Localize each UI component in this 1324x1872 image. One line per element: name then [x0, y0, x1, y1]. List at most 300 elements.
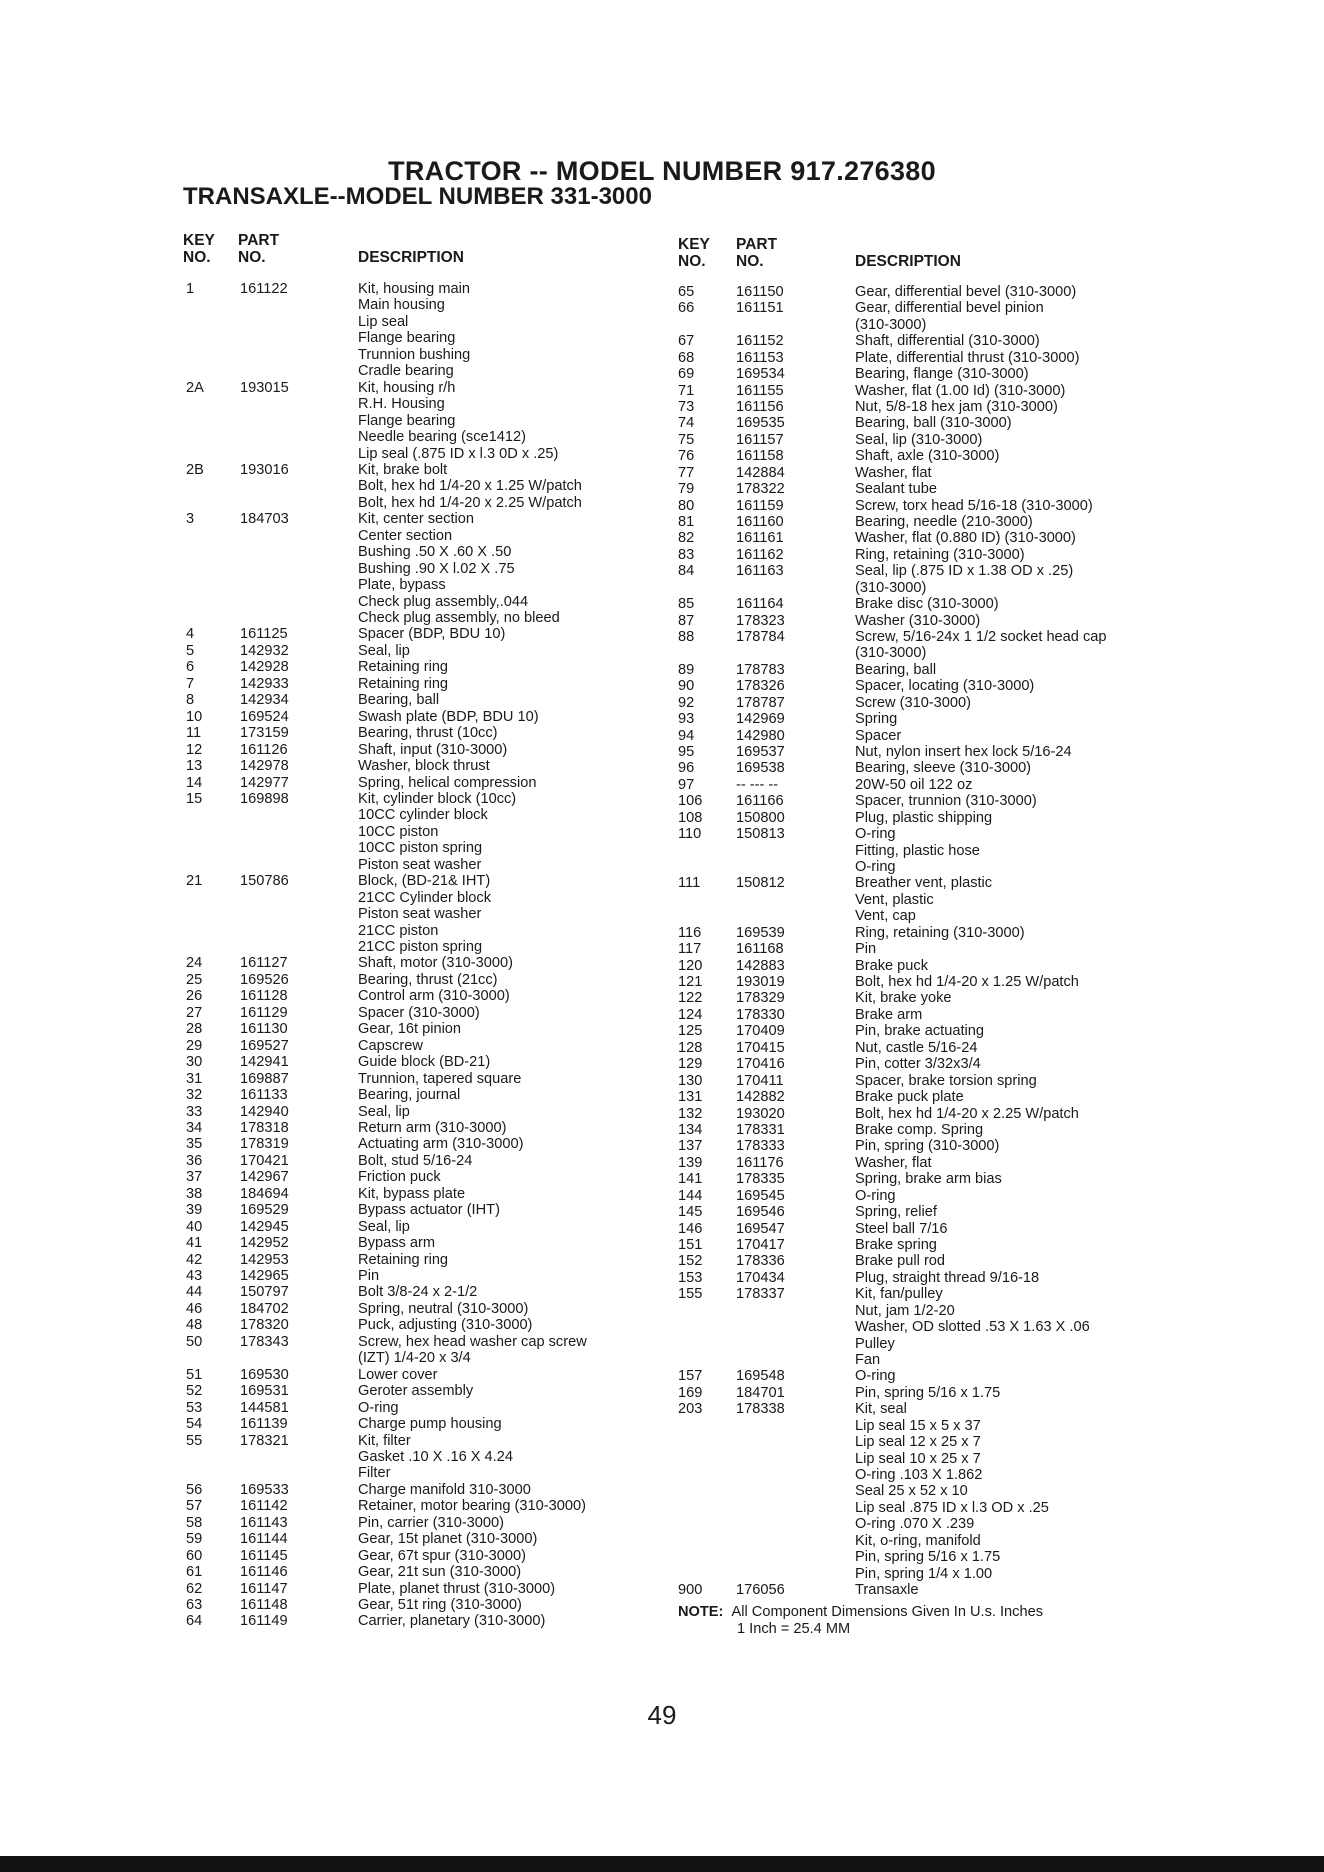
part-number: 161126	[240, 741, 288, 758]
key-number: 50	[186, 1333, 203, 1350]
key-number: 169	[678, 1384, 703, 1401]
part-description: Check plug assembly,.044	[358, 593, 529, 610]
part-number: 161160	[736, 514, 784, 531]
part-description: Pulley	[855, 1335, 895, 1352]
bottom-rule	[0, 1856, 1324, 1872]
part-number: 161145	[240, 1547, 288, 1564]
key-no-header: KEY NO.	[183, 232, 215, 266]
part-description: Bearing, ball	[855, 661, 937, 678]
key-number: 10	[186, 708, 203, 725]
part-row	[0, 560, 1324, 580]
part-description: Kit, brake bolt	[358, 461, 448, 478]
part-description: Seal, lip	[358, 1103, 410, 1120]
part-number: 178784	[736, 629, 785, 646]
part-description: Seal, lip (.875 ID x 1.38 OD x .25)	[855, 563, 1074, 580]
part-row	[0, 1171, 1324, 1187]
part-row	[0, 593, 1324, 613]
key-number: 28	[186, 1021, 203, 1038]
part-description: Friction puck	[358, 1169, 441, 1186]
part-row	[0, 1467, 1324, 1483]
part-row	[0, 1401, 1324, 1417]
part-number: 161139	[240, 1416, 288, 1433]
part-description: Bushing .50 X .60 X .50	[358, 544, 512, 561]
key-number: 69	[678, 366, 695, 383]
part-number: 142953	[240, 1251, 289, 1268]
part-description: O-ring	[855, 1187, 896, 1204]
key-number: 129	[678, 1056, 703, 1073]
note-label: NOTE:	[678, 1604, 724, 1620]
key-number: 108	[678, 809, 703, 826]
part-no-header: PART NO.	[736, 236, 778, 270]
part-description: Plate, bypass	[358, 577, 446, 594]
part-description: Spring, brake arm bias	[855, 1171, 1002, 1188]
key-number: 32	[186, 1087, 203, 1104]
part-description: Bolt, stud 5/16-24	[358, 1152, 473, 1169]
part-number: 161128	[240, 988, 288, 1005]
part-number: 178333	[736, 1138, 785, 1155]
part-number: 150800	[736, 809, 785, 826]
part-number: 170411	[736, 1072, 784, 1089]
part-number: 169531	[240, 1383, 289, 1400]
key-number: 125	[678, 1023, 703, 1040]
part-description: Pin	[358, 1268, 380, 1284]
part-description: Washer, block thrust	[358, 758, 490, 775]
key-number: 96	[678, 760, 695, 777]
key-number: 85	[678, 596, 695, 613]
key-number: 29	[186, 1037, 203, 1054]
key-number: 57	[186, 1498, 203, 1515]
part-row	[0, 514, 1324, 530]
part-description: Check plug assembly, no bleed	[358, 610, 560, 626]
part-description: Spring, neutral (310-3000)	[358, 1300, 529, 1317]
part-row	[0, 412, 1324, 432]
key-number: 37	[186, 1169, 203, 1186]
part-description: Bushing .90 X l.02 X .75	[358, 560, 515, 577]
part-description: Bypass actuator (IHT)	[358, 1202, 500, 1219]
page-number: 49	[647, 1700, 677, 1730]
part-row	[0, 1533, 1324, 1549]
part-description: O-ring .103 X 1.862	[855, 1466, 983, 1483]
part-description: Filter	[358, 1465, 391, 1482]
part-description: Charge manifold 310-3000	[358, 1481, 531, 1498]
part-description: Lip seal 10 x 25 x 7	[855, 1450, 981, 1467]
part-description: Gear, differential bevel pinion	[855, 300, 1044, 317]
part-description: Pin, spring (310-3000)	[855, 1138, 1000, 1155]
part-number: 184702	[240, 1300, 289, 1317]
key-number: 146	[678, 1220, 703, 1237]
part-number: 161166	[736, 793, 784, 810]
key-number: 27	[186, 1004, 203, 1021]
part-description: Breather vent, plastic	[855, 875, 993, 892]
part-description: Spacer, brake torsion spring	[855, 1072, 1037, 1089]
part-row	[0, 1434, 1324, 1450]
part-number: 178335	[736, 1171, 785, 1188]
key-number: 110	[678, 826, 702, 843]
part-description: Gasket .10 X .16 X 4.24	[358, 1448, 513, 1465]
key-number: 130	[678, 1072, 703, 1089]
key-number: 128	[678, 1039, 703, 1056]
part-description: Ring, retaining (310-3000)	[855, 924, 1025, 941]
part-number: 142941	[240, 1054, 289, 1071]
part-number: 161149	[240, 1613, 288, 1630]
part-number: 142932	[240, 642, 289, 659]
part-description: Kit, o-ring, manifold	[855, 1532, 981, 1549]
key-number: 75	[678, 431, 695, 448]
part-row	[0, 1566, 1324, 1582]
part-number: 150813	[736, 826, 785, 843]
part-number: 161157	[736, 431, 784, 448]
part-number: 170434	[736, 1269, 785, 1286]
dimensions-note	[678, 1604, 1043, 1637]
part-description: Brake spring	[855, 1236, 937, 1253]
part-number: 161158	[736, 448, 784, 465]
part-description: Bearing, ball	[358, 692, 440, 709]
part-description: Vent, plastic	[855, 891, 934, 908]
part-description: Nut, 5/8-18 hex jam (310-3000)	[855, 399, 1058, 415]
part-number: -- --- --	[736, 776, 779, 793]
part-number: 178326	[736, 678, 785, 695]
part-row	[0, 875, 1324, 891]
part-description: Nut, castle 5/16-24	[855, 1039, 978, 1056]
part-number: 169533	[240, 1481, 289, 1498]
key-number: 88	[678, 629, 695, 646]
part-description: Bearing, journal	[358, 1087, 461, 1104]
part-description: Washer, OD slotted .53 X 1.63 X .06	[855, 1319, 1090, 1336]
key-number: 48	[186, 1317, 203, 1334]
key-number: 41	[186, 1235, 203, 1252]
part-description: Brake puck plate	[855, 1089, 964, 1106]
key-number: 121	[678, 974, 703, 991]
part-row	[0, 1368, 1324, 1384]
part-description: Brake pull rod	[855, 1253, 946, 1270]
page-title: TRACTOR -- MODEL NUMBER 917.276380	[388, 156, 936, 186]
part-description: 21CC piston spring	[358, 939, 483, 955]
key-number: 44	[186, 1284, 203, 1301]
part-description: Bolt, hex hd 1/4-20 x 2.25 W/patch	[358, 494, 582, 511]
key-number: 58	[186, 1514, 203, 1531]
key-number: 2B	[186, 461, 204, 478]
part-number: 142965	[240, 1268, 289, 1284]
key-number: 77	[678, 464, 695, 481]
part-description: Screw, 5/16-24x 1 1/2 socket head cap	[855, 629, 1107, 646]
part-row	[0, 856, 1324, 876]
key-number: 87	[678, 612, 695, 629]
part-row	[0, 695, 1324, 711]
key-number: 40	[186, 1218, 203, 1235]
part-description: Piston seat washer	[358, 906, 482, 923]
part-description: Flange bearing	[358, 412, 456, 429]
part-description: Piston seat washer	[358, 856, 482, 873]
part-description: Pin	[855, 941, 877, 958]
key-number: 92	[678, 694, 695, 711]
part-description: Flange bearing	[358, 330, 456, 347]
part-number: 170416	[736, 1056, 785, 1073]
part-description: 20W-50 oil 122 oz	[855, 776, 973, 793]
part-description: Bolt, hex hd 1/4-20 x 1.25 W/patch	[855, 974, 1079, 991]
part-number: 169526	[240, 971, 289, 988]
key-number: 42	[186, 1251, 203, 1268]
part-row	[0, 1056, 1324, 1072]
part-description: Plug, plastic shipping	[855, 809, 993, 826]
part-description: Gear, 15t planet (310-3000)	[358, 1531, 538, 1548]
key-number: 74	[678, 415, 695, 432]
part-row	[0, 350, 1324, 366]
part-description: Fan	[855, 1351, 881, 1368]
part-number: 170421	[240, 1152, 289, 1169]
part-row	[0, 629, 1324, 645]
part-description: Gear, 21t sun (310-3000)	[358, 1564, 522, 1581]
part-number: 178319	[240, 1136, 289, 1153]
key-number: 24	[186, 955, 203, 972]
part-description: Kit, housing r/h	[358, 379, 456, 396]
key-number: 6	[186, 659, 195, 676]
part-description: Trunnion bushing	[358, 346, 471, 363]
key-number: 76	[678, 448, 695, 465]
key-number: 111	[678, 875, 701, 892]
part-description: Seal, lip	[358, 642, 410, 659]
part-number: 161122	[240, 281, 288, 297]
part-number: 169530	[240, 1366, 289, 1383]
part-row	[0, 1103, 1324, 1122]
part-description: Plug, straight thread 9/16-18	[855, 1269, 1040, 1286]
part-number: 184703	[240, 511, 289, 528]
part-description: Lip seal .875 ID x l.3 OD x .25	[855, 1499, 1049, 1516]
key-number: 97	[678, 776, 695, 793]
part-number: 142980	[736, 727, 785, 744]
key-number: 30	[186, 1054, 203, 1071]
key-number: 67	[678, 333, 695, 350]
key-number: 33	[186, 1103, 203, 1120]
part-row	[0, 760, 1324, 776]
part-number: 169545	[736, 1187, 785, 1204]
part-row	[0, 1500, 1324, 1516]
part-description: Bearing, flange (310-3000)	[855, 366, 1029, 383]
part-row	[0, 958, 1324, 974]
part-description: Pin, spring 5/16 x 1.75	[855, 1549, 1001, 1566]
key-number: 68	[678, 349, 695, 366]
key-number: 63	[186, 1597, 203, 1613]
part-description: Lower cover	[358, 1366, 438, 1383]
part-number: 161162	[736, 546, 784, 563]
key-number: 36	[186, 1152, 203, 1169]
part-description: Bearing, ball (310-3000)	[855, 415, 1012, 432]
part-number: 142883	[736, 957, 785, 974]
part-row	[0, 774, 1324, 793]
part-number: 161129	[240, 1004, 288, 1021]
key-number: 25	[186, 971, 203, 988]
part-description: Swash plate (BDP, BDU 10)	[358, 708, 539, 725]
part-row	[0, 889, 1324, 908]
key-number: 83	[678, 546, 695, 563]
part-description: Bearing, thrust (10cc)	[358, 725, 498, 742]
part-row	[0, 1483, 1324, 1499]
part-row	[0, 481, 1324, 497]
part-description: Puck, adjusting (310-3000)	[358, 1317, 533, 1334]
key-number: 139	[678, 1154, 703, 1171]
key-number: 152	[678, 1253, 703, 1270]
key-number: 46	[186, 1300, 203, 1317]
part-row	[0, 741, 1324, 761]
part-description: Plate, planet thrust (310-3000)	[358, 1580, 556, 1597]
part-description: Gear, 51t ring (310-3000)	[358, 1597, 522, 1613]
key-number: 93	[678, 711, 695, 728]
part-description: Cradle bearing	[358, 363, 454, 380]
part-number: 169546	[736, 1204, 785, 1221]
key-number: 38	[186, 1185, 203, 1202]
part-row	[0, 675, 1324, 695]
part-number: 169898	[240, 790, 289, 807]
part-description: Bearing, thrust (21cc)	[358, 971, 498, 988]
key-number: 81	[678, 514, 695, 531]
part-number: 142882	[736, 1089, 785, 1106]
part-number: 178787	[736, 694, 785, 711]
part-description: Screw (310-3000)	[855, 694, 971, 711]
key-number: 13	[186, 758, 203, 775]
key-number: 3	[186, 511, 195, 528]
part-description: Capscrew	[358, 1037, 423, 1054]
part-number: 184694	[240, 1185, 289, 1202]
key-number: 65	[678, 284, 695, 300]
part-number: 161148	[240, 1597, 288, 1613]
part-row	[0, 399, 1324, 415]
part-description: Spring	[855, 711, 898, 728]
key-number: 120	[678, 957, 703, 974]
part-row	[0, 1352, 1324, 1368]
part-description: Kit, cylinder block (10cc)	[358, 790, 517, 807]
key-number: 39	[186, 1202, 203, 1219]
part-description: Block, (BD-21& IHT)	[358, 873, 491, 890]
part-description: Screw, torx head 5/16-18 (310-3000)	[855, 497, 1093, 514]
part-number: 142884	[736, 464, 785, 481]
part-number: 150797	[240, 1284, 289, 1301]
part-description: Spacer, trunnion (310-3000)	[855, 793, 1037, 810]
part-number: 169548	[736, 1368, 785, 1385]
part-description: Sealant tube	[855, 481, 937, 498]
key-number: 84	[678, 563, 695, 580]
part-number: 150786	[240, 873, 289, 890]
part-description: Bearing, sleeve (310-3000)	[855, 760, 1032, 777]
key-number: 34	[186, 1119, 203, 1136]
part-number: 161133	[240, 1087, 288, 1104]
part-row	[0, 1549, 1324, 1565]
part-number: 178322	[736, 481, 785, 498]
key-number: 79	[678, 481, 695, 498]
key-number: 144	[678, 1187, 703, 1204]
key-number: 53	[186, 1399, 203, 1416]
key-number: 900	[678, 1581, 703, 1598]
key-number: 55	[186, 1432, 203, 1449]
part-description: Steel ball 7/16	[855, 1220, 948, 1237]
key-number: 54	[186, 1416, 203, 1433]
part-number: 169887	[240, 1070, 289, 1087]
part-row	[0, 922, 1324, 941]
part-number: 193019	[736, 974, 785, 991]
part-row	[0, 971, 1324, 991]
key-number: 90	[678, 678, 695, 695]
part-description: (IZT) 1/4-20 x 3/4	[358, 1350, 471, 1367]
part-number: 161168	[736, 941, 784, 958]
part-row	[0, 284, 1324, 300]
part-row	[0, 580, 1324, 596]
key-number: 11	[186, 725, 202, 742]
part-description: Pin, brake actuating	[855, 1023, 984, 1040]
part-row	[0, 613, 1324, 629]
part-number: 161163	[736, 563, 784, 580]
key-number: 203	[678, 1401, 703, 1418]
key-number: 5	[186, 642, 195, 659]
part-number: 161144	[240, 1531, 288, 1548]
part-number: 142978	[240, 758, 289, 775]
part-number: 176056	[736, 1581, 785, 1598]
part-description: Needle bearing (sce1412)	[358, 429, 526, 446]
part-row	[0, 1070, 1324, 1089]
key-number: 71	[678, 382, 695, 399]
key-number: 137	[678, 1138, 703, 1155]
part-description: Spacer (BDP, BDU 10)	[358, 626, 506, 643]
part-row	[0, 383, 1324, 399]
part-row	[0, 1004, 1324, 1023]
part-row	[0, 445, 1324, 465]
key-number: 56	[186, 1481, 203, 1498]
part-row	[0, 1319, 1324, 1335]
part-row	[0, 1204, 1324, 1220]
part-number: 178337	[736, 1286, 785, 1303]
part-description: Nut, nylon insert hex lock 5/16-24	[855, 744, 1072, 761]
key-number: 15	[186, 790, 203, 807]
part-description: Bypass arm	[358, 1235, 436, 1252]
note-text: All Component Dimensions Given In U.s. Inches	[731, 1604, 1043, 1620]
part-description: 21CC piston	[358, 922, 439, 939]
part-number: 178330	[736, 1006, 785, 1023]
key-number: 151	[678, 1236, 703, 1253]
part-description: 10CC piston	[358, 823, 439, 840]
part-description: Retainer, motor bearing (310-3000)	[358, 1498, 586, 1515]
part-description: Kit, housing main	[358, 281, 470, 297]
part-row	[0, 1385, 1324, 1401]
key-number: 94	[678, 727, 695, 744]
part-description: Actuating arm (310-3000)	[358, 1136, 524, 1153]
part-description: Brake comp. Spring	[855, 1121, 984, 1138]
key-number: 116	[678, 924, 702, 941]
part-number: 178323	[736, 612, 785, 629]
description-header: DESCRIPTION	[855, 253, 961, 270]
part-number: 150812	[736, 875, 785, 892]
part-number: 178783	[736, 661, 785, 678]
part-number: 161130	[240, 1021, 288, 1038]
part-number: 170417	[736, 1236, 785, 1253]
key-number: 117	[678, 941, 702, 958]
key-number: 134	[678, 1121, 703, 1138]
part-number: 161147	[240, 1580, 288, 1597]
part-row	[0, 1089, 1324, 1105]
part-number: 161159	[736, 497, 784, 514]
part-description: Center section	[358, 527, 453, 544]
part-description: Lip seal	[358, 313, 409, 330]
part-number: 161156	[736, 399, 784, 415]
part-number: 169538	[736, 760, 785, 777]
key-number: 106	[678, 793, 703, 810]
page-subtitle: TRANSAXLE--MODEL NUMBER 331-3000	[183, 183, 652, 210]
key-number: 61	[186, 1564, 203, 1581]
part-description: Retaining ring	[358, 1251, 449, 1268]
part-number: 169539	[736, 924, 785, 941]
part-number: 178320	[240, 1317, 289, 1334]
part-number: 161125	[240, 626, 288, 643]
part-number: 161155	[736, 382, 784, 399]
part-number: 193016	[240, 461, 289, 478]
part-description: Return arm (310-3000)	[358, 1119, 507, 1136]
part-description: 10CC piston spring	[358, 840, 483, 857]
